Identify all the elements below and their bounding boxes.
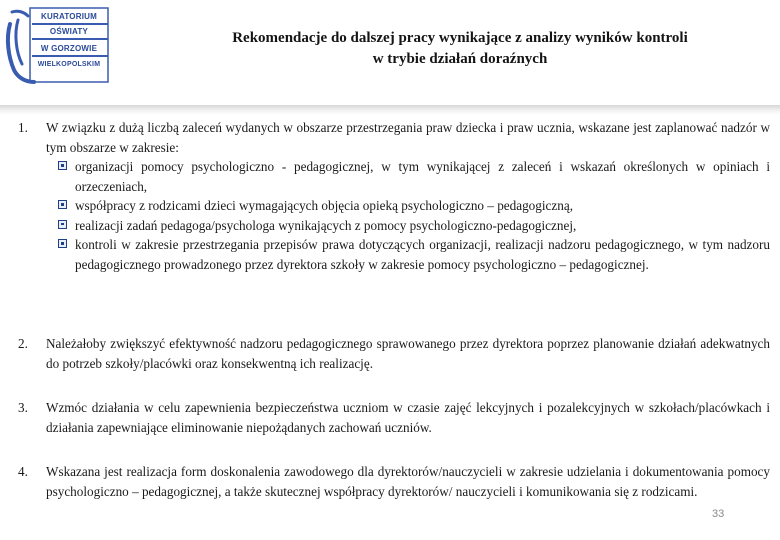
item-number: 4. — [18, 464, 28, 479]
bullet-text: realizacji zadań pedagoga/psychologa wynikających z pomocy psychologiczno-pedagogicznej, — [75, 217, 577, 233]
logo-line-3: W GORZOWIE — [40, 44, 98, 53]
recommendation-item-4 — [18, 462, 770, 501]
logo-line-2: OŚWIATY — [49, 27, 89, 36]
bullet-text: organizacji pomocy psychologiczno - pedagogicznej, w tym wynikającej z zaleceń i wskazań określonych w opiniach i orzeczeniach, — [75, 159, 770, 194]
recommendation-item-3 — [18, 398, 770, 437]
title-line-1: Rekomendacje do dalszej pracy wynikające z analizy wyników kontroli — [232, 30, 688, 46]
item-number: 3. — [18, 400, 28, 415]
recommendation-item-2 — [18, 334, 770, 373]
list-item — [18, 196, 770, 216]
logo-divider — [32, 23, 108, 25]
page-title — [130, 28, 780, 70]
item-number: 2. — [18, 336, 28, 351]
item-text: W związku z dużą liczbą zaleceń wydanych w obszarze przestrzegania praw dziecka i praw ucznia, wskazane jest zaplanować nadzór w tym obszarze w zakresie: — [46, 120, 770, 155]
list-item — [18, 235, 770, 274]
item-text: Wskazana jest realizacja form doskonalenia zawodowego dla dyrektorów/nauczycieli w zakresie udzielania i dokumentowania pomocy psychologiczno – pedagogicznej, a także skutecznej współpracy dyrektorów/ nauczycieli i komunikowania się z rodzicami. — [46, 464, 770, 499]
bullet-list — [18, 157, 770, 274]
checkbox-bullet-icon — [58, 220, 67, 229]
item-number: 1. — [18, 120, 28, 135]
header-divider — [0, 105, 780, 115]
checkbox-bullet-icon — [58, 239, 67, 248]
item-text: Należałoby zwiększyć efektywność nadzoru pedagogicznego sprawowanego przez dyrektora poprzez planowanie działań adekwatnych do potrzeb szkoły/placówki oraz konsekwentną ich realizację. — [46, 336, 770, 371]
logo-divider — [32, 55, 108, 57]
title-line-2: w trybie działań doraźnych — [372, 51, 548, 67]
kuratorium-logo — [4, 4, 110, 86]
logo-line-1: KURATORIUM — [41, 12, 97, 21]
list-item — [18, 157, 770, 196]
page-number: 33 — [712, 508, 725, 520]
bullet-text: kontroli w zakresie przestrzegania przepisów prawa dotyczących organizacji, realizacji nadzoru pedagogicznego, w tym nadzoru pedagogicznego prowadzonego przez dyrektora szkoły w zakresie pomocy psychologiczno – pedagogicznej. — [75, 237, 770, 272]
logo-line-4: WIELKOPOLSKIM — [37, 61, 101, 68]
checkbox-bullet-icon — [58, 161, 67, 170]
checkbox-bullet-icon — [58, 200, 67, 209]
recommendation-item-1 — [18, 118, 770, 274]
list-item — [18, 216, 770, 236]
bullet-text: współpracy z rodzicami dzieci wymagających objęcia opieką psychologiczno – pedagogiczną, — [75, 198, 573, 213]
item-text: Wzmóc działania w celu zapewnienia bezpieczeństwa uczniom w czasie zajęć lekcyjnych i pozalekcyjnych w szkołach/placówkach i działania zapewniające eliminowanie niepożądanych zachowań uczniów. — [46, 400, 770, 435]
logo-divider — [32, 38, 108, 40]
